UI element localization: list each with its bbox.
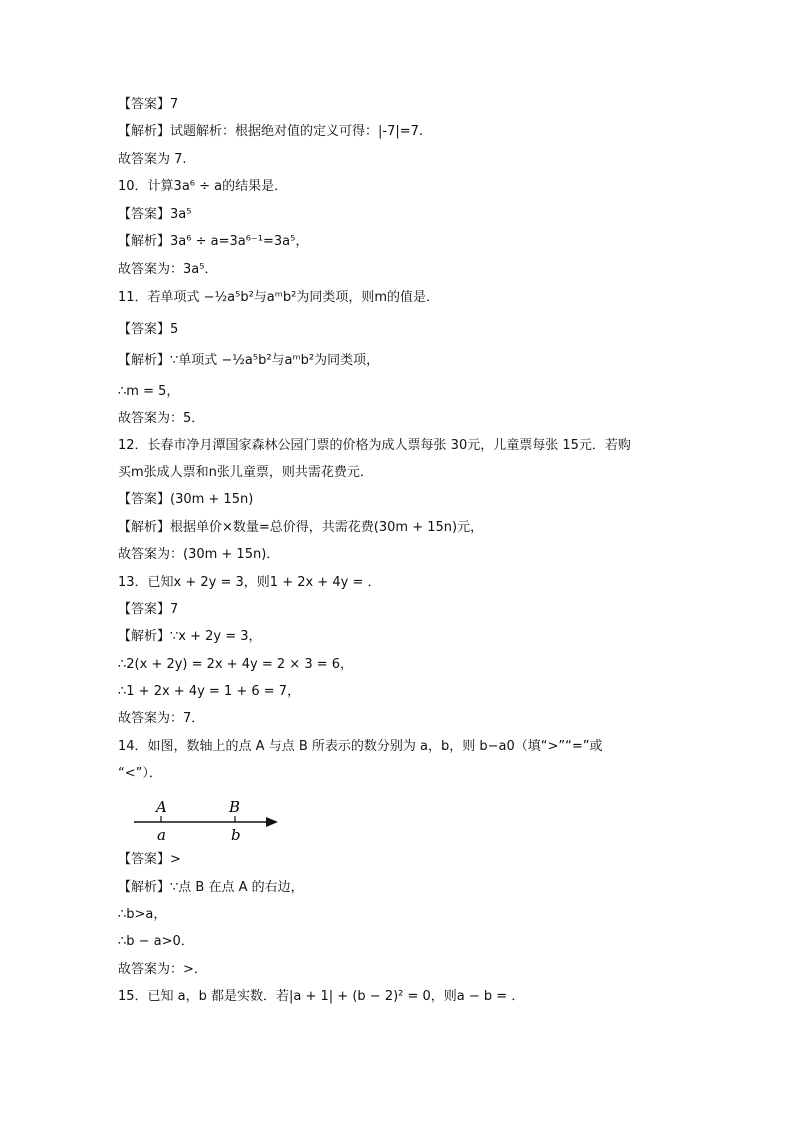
step-line-14a: ∴b>a， [118, 907, 167, 922]
question-12-line1: 12．长春市净月潭国家森林公园门票的价格为成人票每张 30元，儿童票每张 15元．若购 [118, 438, 631, 453]
value-label-b: b [231, 826, 241, 844]
step-line-11a: ∴m = 5， [118, 384, 180, 399]
analysis-line-12: 【解析】根据单价×数量=总价得，共需花费(30m + 15n)元， [118, 520, 484, 535]
step-line-13b: ∴1 + 2x + 4y = 1 + 6 = 7， [118, 684, 301, 699]
conclusion-line-13: 故答案为：7． [118, 711, 205, 726]
question-11: 11．若单项式 −½a⁵b²与aᵐb²为同类项，则m的值是． [118, 290, 440, 305]
analysis-line-9: 【解析】试题解析：根据绝对值的定义可得：|-7|=7. [118, 124, 424, 139]
conclusion-line-11: 故答案为：5． [118, 411, 205, 426]
point-label-B: B [229, 798, 241, 816]
analysis-line-13: 【解析】∵x + 2y = 3， [118, 629, 262, 644]
conclusion-line-9: 故答案为 7. [118, 152, 187, 167]
answer-line-12: 【答案】(30m + 15n) [118, 492, 254, 507]
conclusion-line-14: 故答案为：>． [118, 962, 207, 977]
answer-line-14: 【答案】> [118, 852, 181, 867]
answer-line-13: 【答案】7 [118, 602, 179, 617]
answer-line-9: 【答案】7 [118, 97, 179, 112]
question-12-line2: 买m张成人票和n张儿童票，则共需花费元． [118, 465, 373, 480]
analysis-line-14: 【解析】∵点 B 在点 A 的右边， [118, 880, 304, 895]
point-label-A: A [156, 798, 167, 816]
step-line-14b: ∴b − a>0． [118, 934, 194, 949]
conclusion-line-12: 故答案为：(30m + 15n)． [118, 547, 280, 562]
question-10: 10．计算3a⁶ ÷ a的结果是． [118, 179, 288, 194]
number-line-figure [130, 796, 290, 850]
conclusion-line-10: 故答案为：3a⁵． [118, 262, 218, 277]
analysis-line-11: 【解析】∵单项式 −½a⁵b²与aᵐb²为同类项， [118, 353, 380, 368]
answer-line-10: 【答案】3a⁵ [118, 207, 192, 222]
arrow-head-icon [266, 817, 278, 827]
analysis-line-10: 【解析】3a⁶ ÷ a=3a⁶⁻¹=3a⁵， [118, 234, 309, 249]
question-14-line1: 14．如图，数轴上的点 A 与点 B 所表示的数分别为 a，b，则 b−a0（填“>”“=”或 [118, 739, 603, 754]
question-15: 15．已知 a，b 都是实数．若|a + 1| + (b − 2)² = 0，则a − b = ． [118, 989, 525, 1004]
question-14-line2: “<”）． [118, 766, 162, 781]
question-13: 13．已知x + 2y = 3，则1 + 2x + 4y = ． [118, 575, 381, 590]
step-line-13a: ∴2(x + 2y) = 2x + 4y = 2 × 3 = 6， [118, 657, 354, 672]
value-label-a: a [157, 826, 166, 844]
answer-line-11: 【答案】5 [118, 322, 179, 337]
